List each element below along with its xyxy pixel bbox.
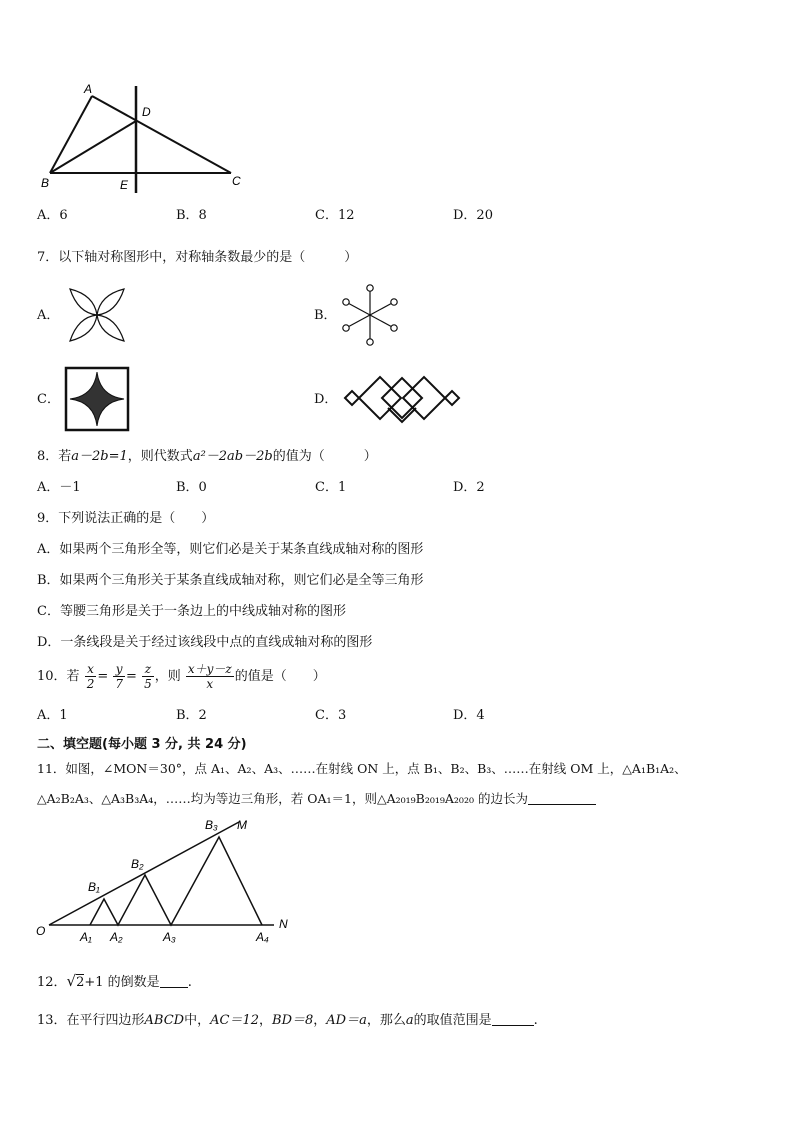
q10-fraction-expression: $\frac{x+y-z}{x}$ [187,662,232,691]
q8-option-b[interactable]: B．0 [176,480,207,495]
q13-mid2: ，那么 [366,1013,406,1028]
q9-option-c[interactable]: C．等腰三角形是关于一条边上的中线成轴对称的图形 [37,604,346,619]
fig11-label-b1: B₁ [88,880,100,894]
q10-suffix: 的值是（ ） [234,669,326,684]
interlaced-diamonds-icon [342,374,462,426]
fig6-label-c: C [232,174,241,188]
concave-star-in-square-icon [64,366,130,432]
q13-shape: ABCD [144,1013,185,1028]
q11-line-2-text: △A₂B₂A₃、△A₃B₃A₄，……均为等边三角形，若 OA₁＝1，则△A₂₀₁₉B₂₀₁₉A₂₀₂₀ 的边长为 [37,791,528,806]
q10-equals-1: = [97,669,109,684]
q10-stem [37,662,326,692]
q8-option-a[interactable]: A．－1 [37,480,81,495]
q10-prefix: 10．若 [37,669,80,684]
q9-stem: 9．下列说法正确的是（ ） [37,511,215,526]
q10-fraction-z-over-5: $\frac{z}{5}$ [144,662,152,691]
q13-suffix: 的取值范围是 [413,1013,492,1028]
q10-fraction-y-over-7: $\frac{y}{7}$ [115,662,124,691]
q6-option-c[interactable]: C．12 [315,208,355,223]
q13-ac: AC＝12 [210,1013,260,1028]
q13-mid1: 中， [184,1013,211,1028]
q10-option-b[interactable]: B．2 [176,708,207,723]
six-spoke-star-icon [337,282,403,348]
fig11-label-b3: B₃ [205,818,218,832]
q7-option-b[interactable]: B． [314,308,337,323]
q7-stem: 7．以下轴对称图形中，对称轴条数最少的是（ ） [37,250,358,265]
q13-sep1: ， [259,1013,273,1028]
q6-option-d[interactable]: D．20 [453,208,493,223]
fig11-label-a1: A₁ [80,930,92,944]
q13-sep2: ， [313,1013,327,1028]
section-fill-in-title: 二、填空题(每小题 3 分, 共 24 分) [37,737,247,752]
q8-option-d[interactable]: D．2 [453,480,485,495]
four-petal-flower-icon [64,285,130,345]
fig6-label-b: B [41,176,50,190]
q13-answer-blank[interactable] [492,1011,534,1026]
fig11-label-a4: A₄ [256,930,269,944]
q12-prefix: 12． [37,975,67,990]
q10-option-d[interactable]: D．4 [453,708,485,723]
q8-suffix: 的值为（ ） [272,449,377,464]
fig6-label-a: A [84,82,93,96]
fig6-label-d: D [142,105,151,119]
fig11-label-a2: A₂ [110,930,123,944]
q6-option-b[interactable]: B．8 [176,208,207,223]
q8-option-c[interactable]: C．1 [315,480,347,495]
q10-equals-2: = [126,669,137,684]
q13-end: . [533,1013,538,1028]
fig11-label-o: O [36,924,46,938]
fig11-label-m: M [237,818,247,832]
q6-option-a[interactable]: A．6 [37,208,68,223]
q8-condition: a－2b=1 [71,449,128,464]
q12-stem [37,972,192,992]
q13-bd: BD＝8 [272,1013,314,1028]
q12-rest: +1 的倒数是 [84,975,160,990]
q13-var: a [405,1013,414,1028]
q8-expression: a²－2ab－2b [192,449,273,464]
q10-option-a[interactable]: A．1 [37,708,68,723]
q9-option-a[interactable]: A．如果两个三角形全等，则它们必是关于某条直线成轴对称的图形 [37,542,424,557]
triangle-abc-figure [36,80,256,195]
fig11-label-b2: B₂ [131,857,144,871]
sqrt-icon: √ [66,972,77,990]
q11-line-1: 11．如图，∠MON＝30°，点 A₁、A₂、A₃、……在射线 ON 上，点 B₁、B₂、B₃、……在射线 OM 上，△A₁B₁A₂、 [37,761,687,776]
q12-answer-blank[interactable] [160,973,188,988]
fig6-label-e: E [120,178,129,192]
fig11-label-n: N [279,917,288,931]
q7-option-a[interactable]: A． [37,308,60,323]
q9-option-b[interactable]: B．如果两个三角形关于某条直线成轴对称，则它们必是全等三角形 [37,573,424,588]
fig11-label-a3: A₃ [163,930,176,944]
q12-end: . [187,975,192,990]
q13-ad: AD＝a [326,1013,367,1028]
q7-option-c[interactable]: C． [37,392,60,407]
q10-mid: ，则 [154,669,181,684]
q12-radicand: 2 [76,975,85,990]
q7-option-d[interactable]: D． [314,392,338,407]
q8-prefix: 8．若 [37,449,72,464]
q13-stem [37,1011,538,1030]
q10-option-c[interactable]: C．3 [315,708,347,723]
q8-mid: ，则代数式 [127,449,193,464]
q11-line-2 [37,790,596,808]
q11-answer-blank[interactable] [528,790,596,805]
q13-prefix: 13．在平行四边形 [37,1013,145,1028]
equilateral-triangles-figure [34,815,304,950]
q8-stem [37,448,377,466]
q9-option-d[interactable]: D．一条线段是关于经过该线段中点的直线成轴对称的图形 [37,635,373,650]
q10-fraction-x-over-2: $\frac{x}{2}$ [86,662,95,691]
